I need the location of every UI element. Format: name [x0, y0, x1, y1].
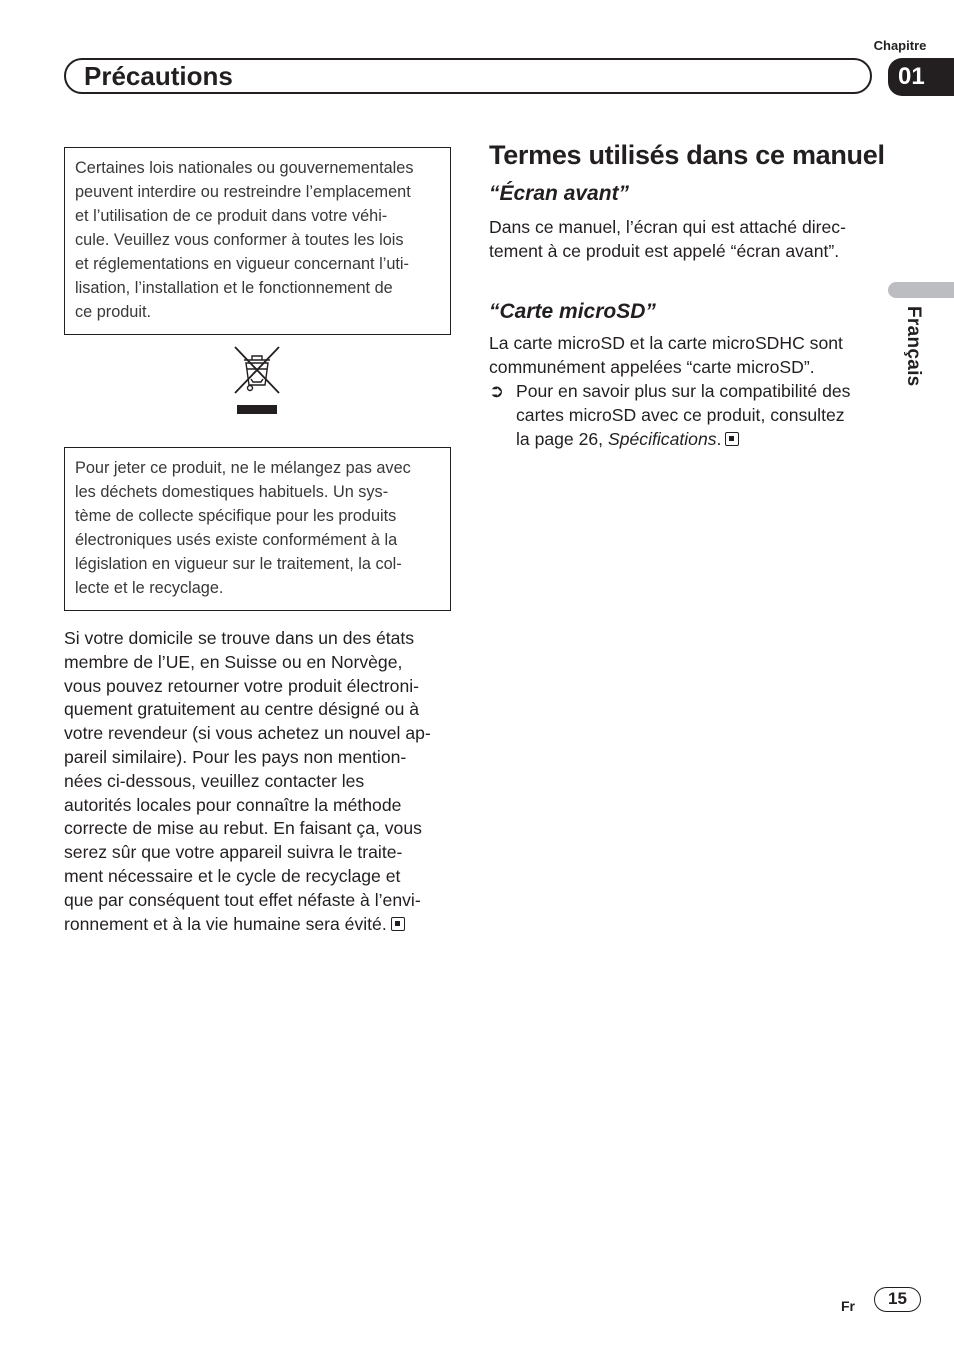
text-line: Dans ce manuel, l’écran qui est attaché direc- [489, 217, 846, 237]
text-line-content: ronnement et à la vie humaine sera évité. [64, 913, 387, 934]
bullet-text [516, 380, 878, 451]
subsection-title-ecran-avant: “Écran avant” [489, 182, 630, 205]
section-title: Termes utilisés dans ce manuel [489, 140, 885, 170]
page-number: 15 [874, 1287, 921, 1312]
text-line: tème de collecte spécifique pour les produits [75, 507, 397, 525]
text-line: correcte de mise au rebut. En faisant ça, vous [64, 818, 422, 839]
subsection-title-carte-microsd: “Carte microSD” [489, 300, 656, 323]
ecran-avant-paragraph [489, 216, 881, 264]
text-line: pareil similaire). Pour les pays non mention- [64, 746, 407, 767]
text-line: serez sûr que votre appareil suivra le traite- [64, 842, 403, 863]
text-line: cule. Veuillez vous conformer à toutes les lois [75, 231, 404, 249]
chapter-number-badge: 01 [888, 58, 954, 96]
text-line: ce produit. [75, 303, 152, 321]
text-line: ment nécessaire et le cycle de recyclage et [64, 865, 401, 886]
text-line: quement gratuitement au centre désigné ou à [64, 699, 420, 720]
text-line: vous pouvez retourner votre produit électroni- [64, 675, 419, 696]
footer-language-code: Fr [841, 1298, 855, 1314]
text-line [516, 428, 878, 452]
disposal-notice-box [64, 447, 451, 611]
text-line: et l’utilisation de ce produit dans votre véhi- [75, 207, 388, 225]
text-line: votre revendeur (si vous achetez un nouvel ap- [64, 723, 431, 744]
text-line: Si votre domicile se trouve dans un des états [64, 628, 415, 648]
text-line: cartes microSD avec ce produit, consultez [516, 404, 845, 425]
page-title: Précautions [84, 61, 233, 91]
text-line: que par conséquent tout effet néfaste à l’envi- [64, 889, 421, 910]
text-line: Certaines lois nationales ou gouvernementales [75, 159, 414, 177]
text-line: nées ci-dessous, veuillez contacter les [64, 770, 365, 791]
language-tab-bar [888, 282, 954, 298]
text-line: autorités locales pour connaître la méthode [64, 794, 402, 815]
section-end-icon [391, 917, 405, 931]
text-line: électroniques usés existe conformément à la [75, 531, 398, 549]
text-line: membre de l’UE, en Suisse ou en Norvège, [64, 651, 403, 672]
text-line-punctuation: . [716, 428, 722, 449]
legal-notice-box [64, 147, 451, 335]
text-line: lecte et le recyclage. [75, 579, 224, 597]
specifications-link[interactable]: Spécifications [607, 428, 717, 449]
text-line: et réglementations en vigueur concernant l’uti- [75, 255, 409, 273]
text-line [64, 913, 450, 937]
text-line: les déchets domestiques habituels. Un sys- [75, 483, 389, 501]
arrow-reference-icon: ➲ [489, 381, 505, 401]
text-line: peuvent interdire ou restreindre l’emplacement [75, 183, 411, 201]
text-line: lisation, l’installation et le fonctionnement de [75, 279, 393, 297]
crossed-out-wheeled-bin-icon [233, 345, 281, 417]
section-end-icon [725, 432, 739, 446]
text-line: législation en vigueur sur le traitement, la col- [75, 555, 402, 573]
disposal-paragraph [64, 627, 450, 936]
text-line-content: la page 26, [516, 428, 608, 449]
text-line: tement à ce produit est appelé “écran avant”. [489, 240, 840, 261]
text-line: La carte microSD et la carte microSDHC sont [489, 333, 843, 353]
language-tab-label: Français [903, 306, 924, 387]
text-line: Pour en savoir plus sur la compatibilité des [516, 381, 851, 401]
text-line: communément appelées “carte microSD”. [489, 356, 815, 377]
carte-microsd-paragraph [489, 332, 881, 380]
chapter-label: Chapitre [873, 38, 927, 53]
text-line: Pour jeter ce produit, ne le mélangez pas avec [75, 459, 411, 477]
